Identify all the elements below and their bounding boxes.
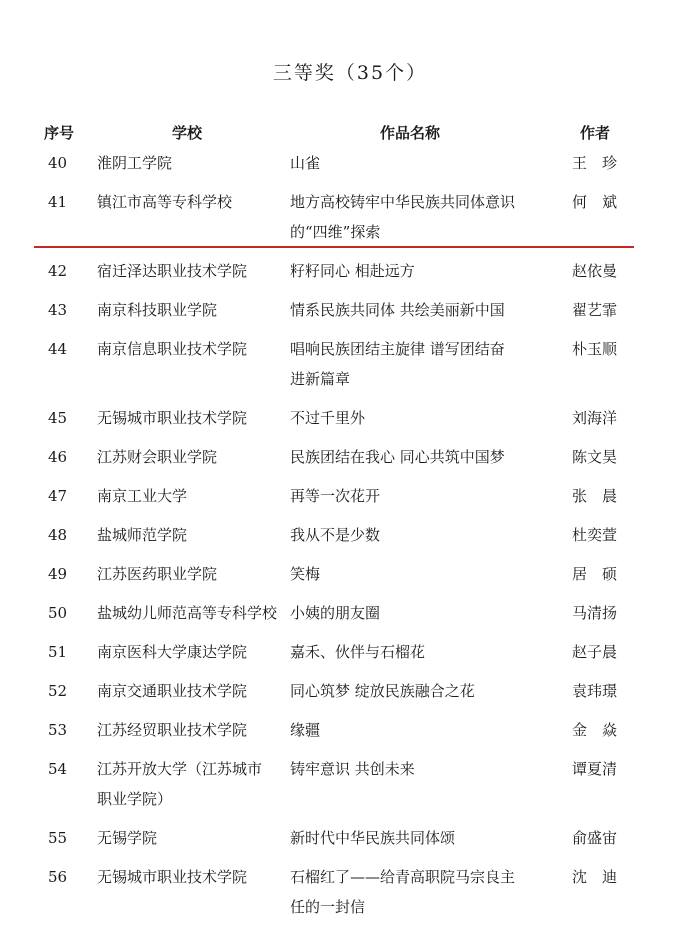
row-author: 张 晨 (572, 487, 618, 505)
row-school (97, 295, 282, 325)
row-work-title (290, 334, 542, 394)
work-line: 山雀 (290, 154, 321, 172)
school-line: 南京信息职业技术学院 (97, 340, 248, 358)
work-line: 同心筑梦 绽放民族融合之花 (290, 682, 475, 700)
row-work-title (290, 442, 542, 472)
row-work-title (290, 715, 542, 745)
school-line: 盐城幼儿师范高等专科学校 (97, 604, 278, 622)
work-line: 石榴红了——给青高职院马宗良主 (290, 868, 516, 886)
row-school (97, 403, 282, 433)
school-line: 盐城师范学院 (97, 526, 188, 544)
school-line: 南京交通职业技术学院 (97, 682, 248, 700)
row-index: 55 (48, 829, 68, 847)
row-school (97, 559, 282, 589)
school-line: 镇江市高等专科学校 (97, 193, 233, 211)
row-author: 翟艺霏 (572, 301, 618, 319)
row-work-title (290, 187, 542, 247)
table-row (0, 823, 700, 862)
award-table (0, 148, 700, 931)
row-school (97, 256, 282, 286)
school-line: 江苏医药职业学院 (97, 565, 218, 583)
row-author: 陈文昊 (572, 448, 618, 466)
table-row (0, 334, 700, 403)
row-author: 金 焱 (572, 721, 618, 739)
row-index: 48 (48, 526, 68, 544)
page-title: 三等奖（35个） (272, 62, 428, 84)
work-line: 情系民族共同体 共绘美丽新中国 (290, 301, 505, 319)
row-school (97, 598, 282, 628)
row-school (97, 148, 282, 178)
school-line: 南京科技职业学院 (97, 301, 218, 319)
table-row (0, 403, 700, 442)
row-work-title (290, 481, 542, 511)
work-line: 缘疆 (290, 721, 321, 739)
row-work-title (290, 637, 542, 667)
row-work-title (290, 862, 542, 922)
row-index: 46 (48, 448, 68, 466)
table-row (0, 862, 700, 931)
row-work-title (290, 598, 542, 628)
row-work-title (290, 520, 542, 550)
row-school (97, 520, 282, 550)
table-row (0, 676, 700, 715)
work-line: 我从不是少数 (290, 526, 381, 544)
row-author: 袁玮璟 (572, 682, 618, 700)
school-line: 无锡城市职业技术学院 (97, 409, 248, 427)
row-work-title (290, 403, 542, 433)
table-row (0, 715, 700, 754)
row-school (97, 334, 282, 364)
row-author: 赵子晨 (572, 643, 618, 661)
row-index: 53 (48, 721, 68, 739)
work-line: 嘉禾、伙伴与石榴花 (290, 643, 426, 661)
row-school (97, 823, 282, 853)
row-index: 40 (48, 154, 68, 172)
work-line: 不过千里外 (290, 409, 366, 427)
work-line: 小姨的朋友圈 (290, 604, 381, 622)
row-index: 41 (48, 193, 68, 211)
work-line: 籽籽同心 相赴远方 (290, 262, 415, 280)
table-row (0, 520, 700, 559)
row-author: 赵依曼 (572, 262, 618, 280)
school-line: 南京工业大学 (97, 487, 188, 505)
row-author: 谭夏清 (572, 760, 618, 778)
row-index: 45 (48, 409, 68, 427)
row-school (97, 676, 282, 706)
row-author: 沈 迪 (572, 868, 618, 886)
row-author: 王 珍 (572, 154, 618, 172)
work-line: 任的一封信 (290, 898, 366, 916)
row-school (97, 637, 282, 667)
school-line: 江苏开放大学（江苏城市 (97, 760, 263, 778)
row-school (97, 442, 282, 472)
row-school (97, 862, 282, 892)
row-author: 刘海洋 (572, 409, 618, 427)
table-header (0, 122, 700, 144)
row-author: 杜奕萱 (572, 526, 618, 544)
row-work-title (290, 148, 542, 178)
row-work-title (290, 559, 542, 589)
table-row (0, 256, 700, 295)
school-line: 职业学院） (97, 790, 173, 808)
row-work-title (290, 676, 542, 706)
school-line: 淮阴工学院 (97, 154, 173, 172)
row-index: 43 (48, 301, 68, 319)
table-row (0, 481, 700, 520)
work-line: 新时代中华民族共同体颂 (290, 829, 456, 847)
row-author: 马清扬 (572, 604, 618, 622)
school-line: 无锡学院 (97, 829, 158, 847)
table-row (0, 148, 700, 187)
row-school (97, 187, 282, 217)
row-index: 50 (48, 604, 68, 622)
column-header-index: 序号 (44, 124, 75, 142)
row-index: 54 (48, 760, 68, 778)
row-author: 何 斌 (572, 193, 618, 211)
table-row (0, 754, 700, 823)
work-line: 铸牢意识 共创未来 (290, 760, 415, 778)
table-row (0, 637, 700, 676)
work-line: 的“四维”探索 (290, 223, 381, 241)
row-school (97, 715, 282, 745)
row-author: 居 硕 (572, 565, 618, 583)
work-line: 笑梅 (290, 565, 321, 583)
school-line: 江苏财会职业学院 (97, 448, 218, 466)
school-line: 宿迁泽达职业技术学院 (97, 262, 248, 280)
row-school (97, 481, 282, 511)
school-line: 南京医科大学康达学院 (97, 643, 248, 661)
row-index: 44 (48, 340, 68, 358)
row-author: 朴玉顺 (572, 340, 618, 358)
row-index: 56 (48, 868, 68, 886)
school-line: 江苏经贸职业技术学院 (97, 721, 248, 739)
table-row (0, 295, 700, 334)
row-index: 51 (48, 643, 68, 661)
school-line: 无锡城市职业技术学院 (97, 868, 248, 886)
row-work-title (290, 823, 542, 853)
column-header-school: 学校 (172, 124, 203, 142)
row-author: 俞盛宙 (572, 829, 618, 847)
table-row (0, 598, 700, 637)
red-divider-line (34, 246, 634, 248)
row-index: 42 (48, 262, 68, 280)
work-line: 唱响民族团结主旋律 谱写团结奋 (290, 340, 505, 358)
row-work-title (290, 754, 542, 784)
row-index: 47 (48, 487, 68, 505)
work-line: 民族团结在我心 同心共筑中国梦 (290, 448, 505, 466)
work-line: 进新篇章 (290, 370, 351, 388)
column-header-author: 作者 (580, 124, 611, 142)
work-line: 地方高校铸牢中华民族共同体意识 (290, 193, 516, 211)
row-work-title (290, 256, 542, 286)
table-row (0, 559, 700, 598)
work-line: 再等一次花开 (290, 487, 381, 505)
table-row (0, 442, 700, 481)
row-index: 49 (48, 565, 68, 583)
column-header-work: 作品名称 (380, 124, 441, 142)
row-work-title (290, 295, 542, 325)
row-index: 52 (48, 682, 68, 700)
row-school (97, 754, 282, 814)
